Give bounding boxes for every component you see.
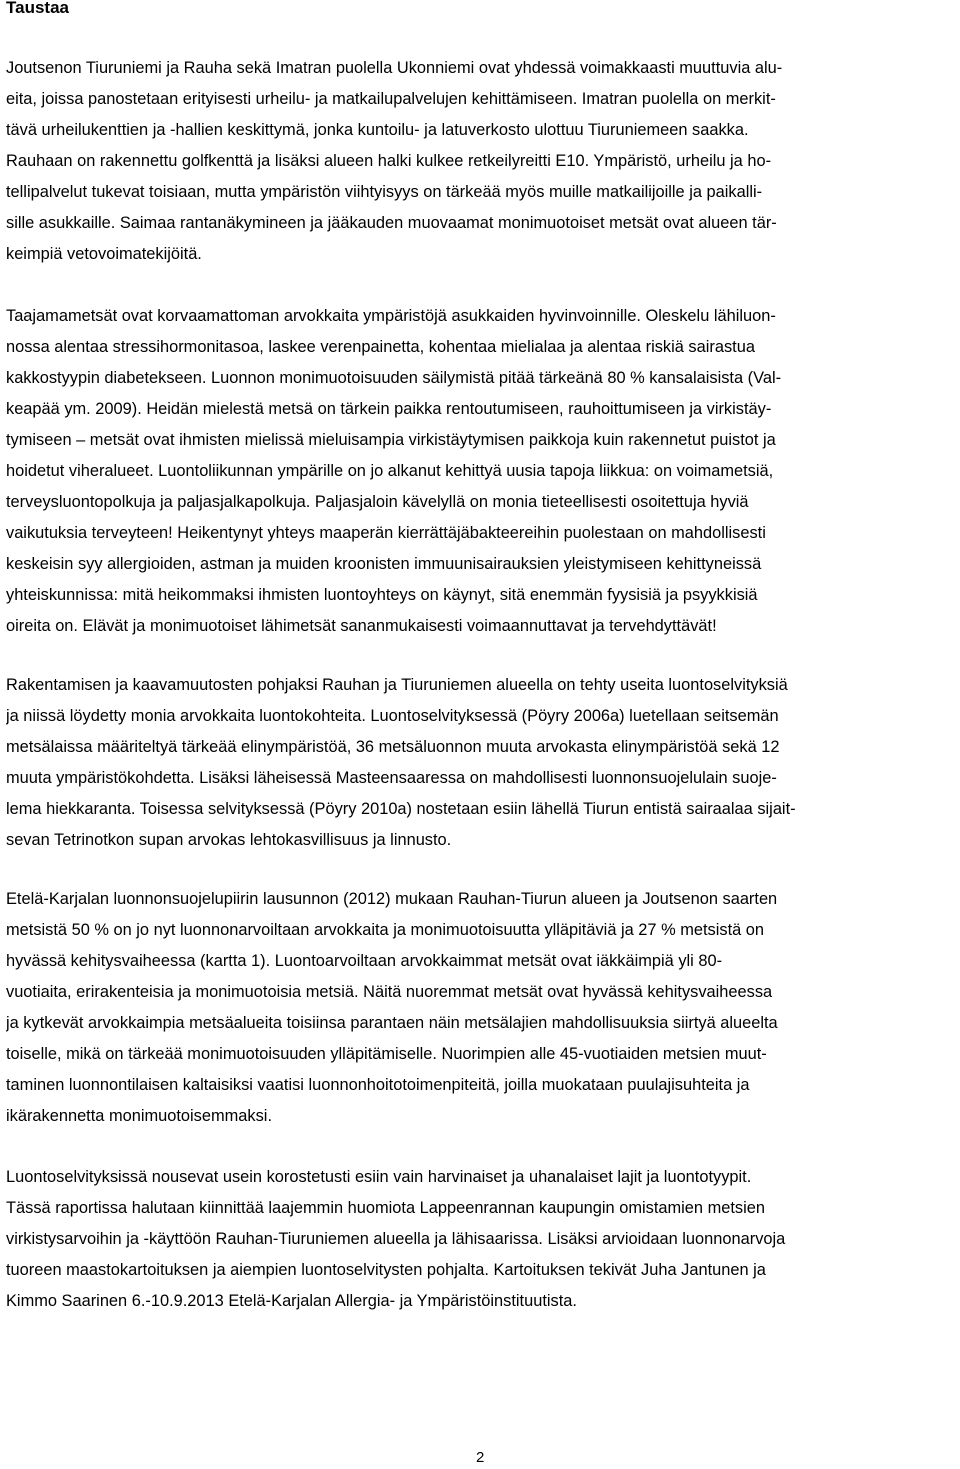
- text-line: Rakentamisen ja kaavamuutosten pohjaksi Rauhan ja Tiuruniemen alueella on tehty useita luontoselvityksiä: [6, 676, 788, 694]
- page-number: 2: [476, 1449, 485, 1466]
- text-line: Luontoselvityksissä nousevat usein korostetusti esiin vain harvinaiset ja uhanalaiset lajit ja luontotyypit.: [6, 1168, 752, 1186]
- text-line: vaikutuksia terveyteen! Heikentynyt yhteys maaperän kierrättäjäbakteereihin puolestaan on mahdollisesti: [6, 524, 766, 542]
- text-line: eita, joissa panostetaan erityisesti urheilu- ja matkailupalvelujen kehittämiseen. Imatran puolella on merkit-: [6, 90, 776, 108]
- text-line: ja kytkevät arvokkaimpia metsäalueita toisiinsa parantaen näin metsälajien mahdollisuuksia siirtyä alueelta: [6, 1014, 778, 1032]
- text-line: Tässä raportissa halutaan kiinnittää laajemmin huomiota Lappeenrannan kaupungin omistamien metsien: [6, 1199, 765, 1217]
- text-line: sille asukkaille. Saimaa rantanäkymineen ja jääkauden muovaamat monimuotoiset metsät ovat alueen tär-: [6, 214, 777, 232]
- text-line: muuta ympäristökohdetta. Lisäksi läheisessä Masteensaaressa on mahdollisesti luonnonsuojelulain suoje-: [6, 769, 777, 787]
- text-line: kakkostyypin diabetekseen. Luonnon monimuotoisuuden säilymistä pitää tärkeänä 80 % kansalaisista (Val-: [6, 369, 782, 387]
- paragraph-background: [6, 53, 960, 270]
- paragraph-conservation-statement: [6, 884, 960, 1132]
- text-line: Rauhaan on rakennettu golfkenttä ja lisäksi alueen halki kulkee retkeilyreitti E10. Ympäristö, urheilu ja ho-: [6, 152, 772, 170]
- text-line: tävä urheilukenttien ja -hallien keskittymä, jonka kuntoilu- ja latuverkosto ulottuu Tiuruniemeen saakka.: [6, 121, 749, 139]
- text-line: taminen luonnontilaisen kaltaisiksi vaatisi luonnonhoitotoimenpiteitä, joilla muokataan puulajisuhteita ja: [6, 1076, 750, 1094]
- text-line: ja niissä löydetty monia arvokkaita luontokohteita. Luontoselvityksessä (Pöyry 2006a) luetellaan seitsemän: [6, 707, 779, 725]
- text-line: tellipalvelut tukevat toisiaan, mutta ympäristön viihtyisyys on tärkeää myös muille matkailijoille ja paikalli-: [6, 183, 763, 201]
- section-heading: Taustaa: [6, 0, 69, 17]
- paragraph-nature-surveys: [6, 670, 960, 856]
- text-line: lema hiekkaranta. Toisessa selvityksessä (Pöyry 2010a) nostetaan esiin lähellä Tiurun entistä sairaalaa sijait-: [6, 800, 796, 818]
- text-line: toiselle, mikä on tärkeää monimuotoisuuden ylläpitämiselle. Nuorimpien alle 45-vuotiaiden metsien muut-: [6, 1045, 767, 1063]
- paragraph-report-scope: [6, 1162, 960, 1317]
- text-line: Kimmo Saarinen 6.-10.9.2013 Etelä-Karjalan Allergia- ja Ympäristöinstituutista.: [6, 1292, 577, 1310]
- text-line: tymiseen – metsät ovat ihmisten mielissä mieluisampia virkistäytymisen paikkoja kuin rakennetut puistot ja: [6, 431, 776, 449]
- text-line: keimpiä vetovoimatekijöitä.: [6, 245, 202, 263]
- text-line: oireita on. Elävät ja monimuotoiset lähimetsät sananmukaisesti voimaannuttavat ja tervehdyttävät!: [6, 617, 717, 635]
- text-line: vuotiaita, erirakenteisia ja monimuotoisia metsiä. Näitä nuoremmat metsät ovat hyvässä kehitysvaiheessa: [6, 983, 773, 1001]
- text-line: metsistä 50 % on jo nyt luonnonarvoiltaan arvokkaita ja monimuotoisuutta ylläpitäviä ja 27 % metsistä on: [6, 921, 765, 939]
- text-line: nossa alentaa stressihormonitasoa, laskee verenpainetta, kohentaa mielialaa ja alentaa riskiä sairastua: [6, 338, 755, 356]
- paragraph-urban-forests: [6, 301, 960, 642]
- text-line: keskeisin syy allergioiden, astman ja muiden kroonisten immuunisairauksien yleistymiseen kehittyneissä: [6, 555, 762, 573]
- text-line: Joutsenon Tiuruniemi ja Rauha sekä Imatran puolella Ukonniemi ovat yhdessä voimakkaasti muuttuvia alu-: [6, 59, 783, 77]
- text-line: keapää ym. 2009). Heidän mielestä metsä on tärkein paikka rentoutumiseen, rauhoittumiseen ja virkistäy-: [6, 400, 772, 418]
- text-line: tuoreen maastokartoituksen ja aiempien luontoselvitysten pohjalta. Kartoituksen tekivät Juha Jantunen ja: [6, 1261, 766, 1279]
- text-line: terveysluontopolkuja ja paljasjalkapolkuja. Paljasjaloin kävelyllä on monia tieteellisesti osoitettuja hyviä: [6, 493, 749, 511]
- text-line: yhteiskunnissa: mitä heikommaksi ihmisten luontoyhteys on käynyt, sitä enemmän fyysisiä ja psyykkisiä: [6, 586, 758, 604]
- text-line: Taajamametsät ovat korvaamattoman arvokkaita ympäristöjä asukkaiden hyvinvoinnille. Oleskelu lähiluon-: [6, 307, 776, 325]
- text-line: Etelä-Karjalan luonnonsuojelupiirin lausunnon (2012) mukaan Rauhan-Tiurun alueen ja Joutsenon saarten: [6, 890, 778, 908]
- text-line: hoidetut viheralueet. Luontoliikunnan ympärille on jo alkanut kehittyä uusia tapoja liikkua: on voimametsiä,: [6, 462, 774, 480]
- text-line: hyvässä kehitysvaiheessa (kartta 1). Luontoarvoiltaan arvokkaimmat metsät ovat iäkkäimpiä yli 80-: [6, 952, 723, 970]
- text-line: sevan Tetrinotkon supan arvokas lehtokasvillisuus ja linnusto.: [6, 831, 452, 849]
- text-line: virkistysarvoihin ja -käyttöön Rauhan-Tiuruniemen alueella ja lähisaarissa. Lisäksi arvioidaan luonnonarvoja: [6, 1230, 786, 1248]
- text-line: ikärakennetta monimuotoisemmaksi.: [6, 1107, 273, 1125]
- text-line: metsälaissa määriteltyä tärkeää elinympäristöä, 36 metsäluonnon muuta arvokasta elinympäristöä sekä 12: [6, 738, 780, 756]
